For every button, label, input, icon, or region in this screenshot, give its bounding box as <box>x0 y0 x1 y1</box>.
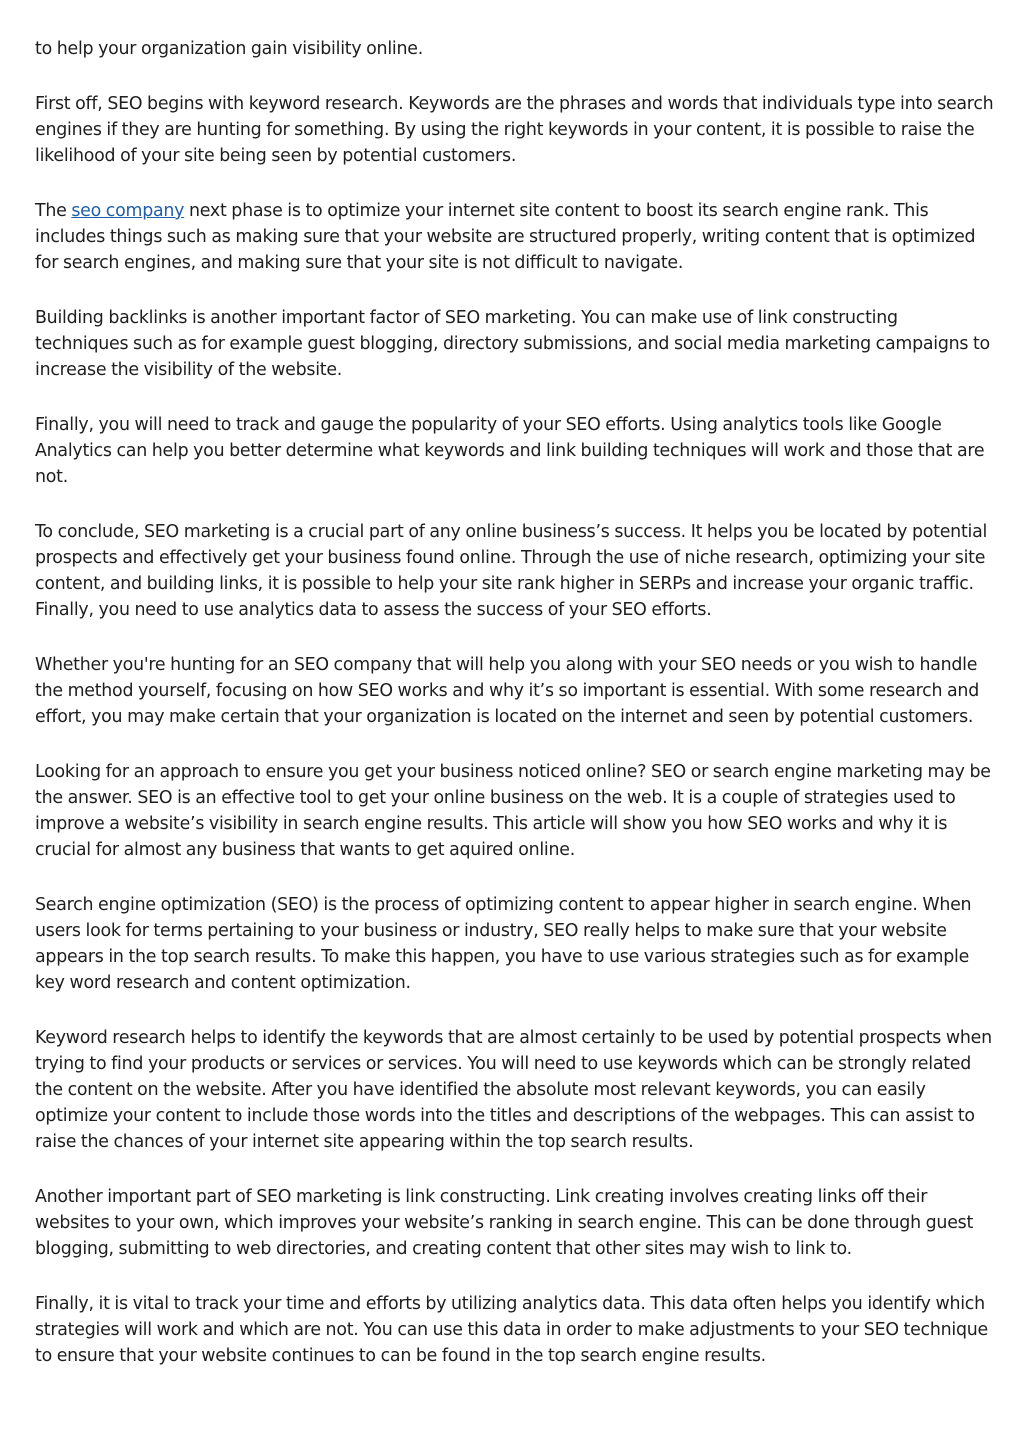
document-body <box>35 36 995 1398</box>
paragraph-10: Keyword research helps to identify the keywords that are almost certainly to be used by potential prospects when trying to find your products or services or services. You will need to use keywords which can be strongly related the content on the website. After you have identified the absolute most relevant keywords, you can easily optimize your content to include those words into the titles and descriptions of the webpages. This can assist to raise the chances of your internet site appearing within the top search results. <box>35 1028 992 1152</box>
paragraph-4: Building backlinks is another important factor of SEO marketing. You can make use of link constructing techniques such as for example guest blogging, directory submissions, and social media marketing campaigns to increase the visibility of the website. <box>35 308 990 380</box>
paragraph-3 <box>35 198 995 276</box>
paragraph-6: To conclude, SEO marketing is a crucial part of any online business’s success. It helps you be located by potential prospects and effectively get your business found online. Through the use of niche research, optimizing your site content, and building links, it is possible to help your site rank higher in SERPs and increase your organic traffic. Finally, you need to use analytics data to assess the success of your SEO efforts. <box>35 522 988 620</box>
paragraph-9: Search engine optimization (SEO) is the process of optimizing content to appear higher in search engine. When users look for terms pertaining to your business or industry, SEO really helps to make sure that your website appears in the top search results. To make this happen, you have to use various strategies such as for example key word research and content optimization. <box>35 895 972 993</box>
paragraph-1: to help your organization gain visibility online. <box>35 39 423 59</box>
paragraph-7: Whether you're hunting for an SEO company that will help you along with your SEO needs or you wish to handle the method yourself, focusing on how SEO works and why it’s so important is essential. With some research and effort, you may make certain that your organization is located on the internet and seen by potential customers. <box>35 655 979 727</box>
paragraph-11: Another important part of SEO marketing is link constructing. Link creating involves creating links off their websites to your own, which improves your website’s ranking in search engine. This can be done through guest blogging, submitting to web directories, and creating content that other sites may wish to link to. <box>35 1187 974 1259</box>
paragraph-8: Looking for an approach to ensure you get your business noticed online? SEO or search engine marketing may be the answer. SEO is an effective tool to get your online business on the web. It is a couple of strategies used to improve a website’s visibility in search engine results. This article will show you how SEO works and why it is crucial for almost any business that wants to get aquired online. <box>35 762 991 860</box>
paragraph-5: Finally, you will need to track and gauge the popularity of your SEO efforts. Using analytics tools like Google Analytics can help you better determine what keywords and link building techniques will work and those that are not. <box>35 415 985 487</box>
seo-company-link[interactable]: seo company <box>71 201 185 221</box>
paragraph-3-rest: next phase is to optimize your internet site content to boost its search engine rank. This includes things such as making sure that your website are structured properly, writing content that is optimized for search engines, and making sure that your site is not difficult to navigate. <box>35 201 976 273</box>
paragraph-2: First off, SEO begins with keyword research. Keywords are the phrases and words that individuals type into search engines if they are hunting for something. By using the right keywords in your content, it is possible to raise the likelihood of your site being seen by potential customers. <box>35 94 994 166</box>
paragraph-3-lead: The <box>35 201 72 221</box>
paragraph-12: Finally, it is vital to track your time and efforts by utilizing analytics data. This data often helps you identify which strategies will work and which are not. You can use this data in order to make adjustments to your SEO technique to ensure that your website continues to can be found in the top search engine results. <box>35 1294 989 1366</box>
